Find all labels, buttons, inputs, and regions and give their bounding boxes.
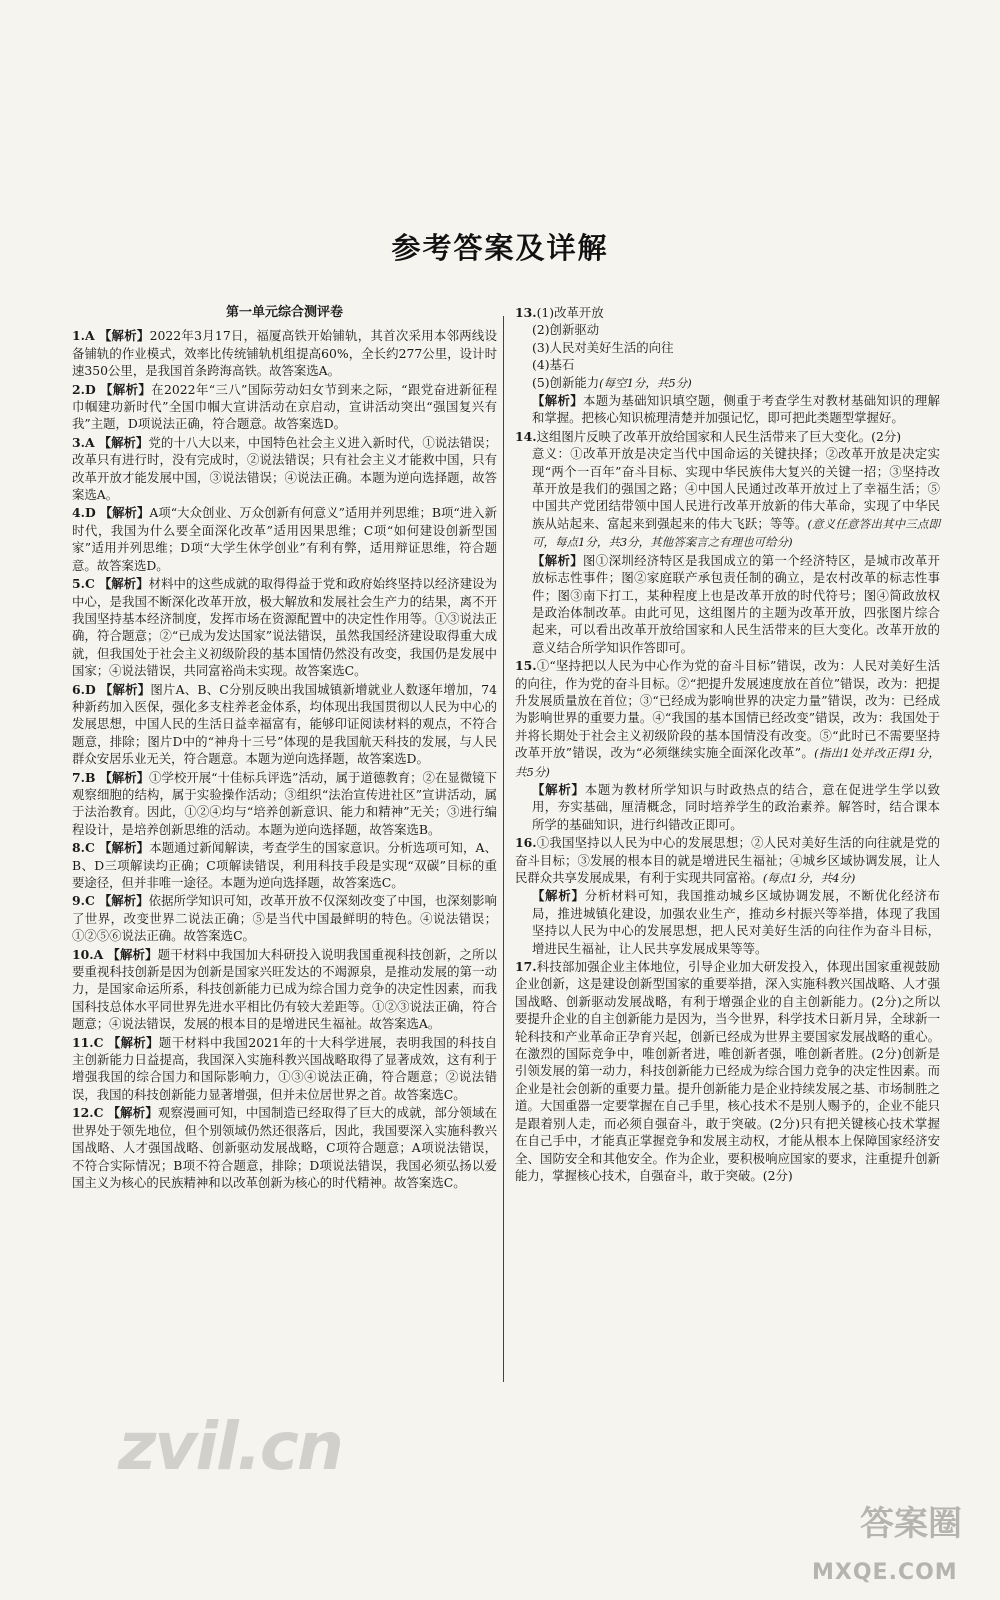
- analysis-text: 党的十八大以来，中国特色社会主义进入新时代，①说法错误；改革只有进行时，没有完成时，②说法错误；只有社会主义才能救中国，只有改革开放才能发展中国，③说法错误；④说法正确。本题为逆向选择题，故答案选A。: [72, 434, 498, 503]
- analysis-tag: 【解析】: [107, 946, 158, 962]
- question-number: 6.: [72, 681, 85, 697]
- analysis-text: 题干材料中我国加大科研投入说明我国重视科技创新，之所以要重视科技创新是因为创新是国家兴旺发达的不竭源泉，是推动发展的第一动力，是国家命运所系，科技创新能力已成为综合国力竞争的决定性因素，而我国科技总体水平同世界先进水平相比仍有较大差距等。①②③说法正确，符合题意；④说法错误，发展的根本目的是增进民生福祉。故答案选A。: [72, 946, 498, 1032]
- answer-letter: C: [84, 840, 95, 856]
- answer-item: [72, 769, 497, 839]
- answer-item: [72, 1034, 497, 1104]
- question-number: 10.: [72, 946, 94, 962]
- answer-letter: C: [84, 893, 95, 909]
- analysis-text: 在2022年“三八”国际劳动妇女节到来之际，“跟党奋进新征程 巾帼建功新时代”全国巾帼大宣讲活动在京启动，宣讲活动突出“强国复兴有我”主题，D项说法正确，符合题意。故答案选D。: [72, 381, 498, 432]
- section-title: 第一单元综合测评卷: [225, 305, 343, 320]
- answer-item: [72, 434, 497, 504]
- answer-item: [72, 839, 497, 891]
- analysis-text: 依据所学知识可知，改革开放不仅深刻改变了中国，也深刻影响了世界，改变世界二说法正确；⑤是当代中国最鲜明的特色。④说法错误；①②⑤⑥说法正确。故答案选C。: [72, 893, 498, 944]
- answer-item: [72, 575, 497, 679]
- analysis-text: 图片A、B、C分别反映出我国城镇新增就业人数逐年增加，74种新药加入医保，强化多支柱养老金体系，均体现出我国贯彻以人民为中心的发展思想，中国人民的生活日益幸福富有，能够印证阅读材料的观点，不符合题意，排除；图片D中的“神舟十三号”体现的是我国航天科技的发展，与人民群众安居乐业无关，符合题意。本题为逆向选择题，故答案选D。: [72, 681, 497, 767]
- answer-letter: D: [84, 681, 96, 697]
- watermark-zvil: zvil.cn: [118, 1408, 342, 1485]
- answer-item: [72, 946, 497, 1033]
- answer-letter: A: [84, 434, 95, 450]
- answer-item: [72, 504, 497, 574]
- analysis-text: 题干材料中我国2021年的十大科学进展，表明我国的科技自主创新能力日益提高，我国深入实施科教兴国战略取得了显著成效，这有利于增强我国的综合国力和国际影响力，①③④说法正确，符合题意；②说法错误，我国的科技创新能力显著增强，但并未位居世界之首。故答案选C。: [72, 1034, 497, 1102]
- question-number: 4.: [72, 505, 85, 521]
- column-divider: [503, 316, 504, 1382]
- question-number: 7.: [72, 769, 85, 785]
- answer-item-16: 16.①我国坚持以人民为中心的发展思想；②人民对美好生活的向往就是党的奋斗目标；③发展的根本目的就是增进民生福祉；④城乡区域协调发展，让人民群众共享发展成果，有利于实现共同富裕。(每点1分，共4分) 【解析】分析材料可知，我国推动城乡区域协调发展，不断优化经济布局，推进城镇化建设，加强农业生产，推动乡村振兴等举措，体现了我国坚持以人民为中心的发展思想，把人民对美好生活的向往作为奋斗目标，增进民生福祉，让人民共享发展成果等等。: [515, 835, 941, 956]
- analysis-text: 观察漫画可知，中国制造已经取得了巨大的成就，部分领域在世界处于领先地位，但个别领域仍然还很落后，因此，我国要深入实施科教兴国战略、人才强国战略、创新驱动发展战略，C项符合题意；A项说法错误，不符合实际情况；B项不符合题意，排除；D项说法错误，我国必须弘扬以爱国主义为核心的民族精神和以改革创新为核心的时代精神。故答案选C。: [72, 1105, 498, 1190]
- analysis-tag: 【解析】: [107, 1034, 159, 1050]
- answer-letter: C: [93, 1034, 104, 1050]
- analysis-tag: 【解析】: [99, 681, 151, 697]
- analysis-tag: 【解析】: [98, 434, 149, 450]
- answer-letter: A: [93, 946, 104, 962]
- analysis-tag: 【解析】: [98, 840, 150, 856]
- answer-list-left: [72, 327, 497, 1191]
- right-column: [515, 304, 940, 1185]
- answer-item: [72, 892, 497, 944]
- answer-item: [72, 327, 497, 379]
- question-number: 9.: [72, 893, 85, 909]
- answer-item: [72, 381, 497, 433]
- watermark-brand: 答案圈: [860, 1504, 962, 1544]
- question-number: 1.: [72, 328, 85, 344]
- analysis-tag: 【解析】: [98, 576, 149, 592]
- question-number: 11.: [72, 1034, 94, 1050]
- answer-item-15: 15.①“坚持把以人民为中心作为党的奋斗目标”错误，改为：人民对美好生活的向往，作为党的奋斗目标。②“把提升发展速度放在首位”错误，改为：把提升发展质量放在首位；③“已经成为影响世界的决定力量”错误，改为：已经成为影响世界的重要力量。④“我国的基本国情已经改变”错误，改为：我国处于并将长期处于社会主义初级阶段的基本国情没有改变。⑤“此时已不需要坚持改革开放”错误，改为“必须继续实施全面深化改革”。(指出1处并改正得1分，共5分) 【解析】本题为教材所学知识与时政热点的结合，意在促进学生学以致用，夯实基础，厘清概念，同时培养学生的政治素养。解答时，结合课本所学的基础知识，进行纠错改正即可。: [515, 658, 941, 832]
- page-title: 参考答案及详解: [391, 231, 609, 265]
- analysis-text: A项“大众创业、万众创新有何意义”适用并列思维；B项“进入新时代，我国为什么要全面深化改革”适用因果思维；C项“如何建设创新型国家”适用并列思维；D项“大学生休学创业”有利有弊，适用辩证思维，符合题意。故答案选D。: [72, 505, 497, 573]
- analysis-text: 材料中的这些成就的取得得益于党和政府始终坚持以经济建设为中心，是我国不断深化改革开放，极大解放和发展社会生产力的结果，离不开我国坚持基本经济制度，发挥市场在资源配置中的决定性作用等。①③说法正确，符合题意；②“已成为发达国家”说法错误，虽然我国经济建设取得重大成就，但我国处于社会主义初级阶段的基本国情仍然没有改变，我国仍是发展中国家；④说法错误，共同富裕尚未实现。故答案选C。: [72, 576, 498, 679]
- question-number: 5.: [72, 576, 85, 592]
- analysis-text: ①学校开展“十佳标兵评选”活动，属于道德教育；②在显微镜下观察细胞的结构，属于实验操作活动；③组织“法治宣传进社区”宣讲活动，属于法治教育。因此，①②④均与“培养创新意识、能力和精神”无关；③进行编程设计，是培养创新思维的活动。本题为逆向选择题，故答案选B。: [72, 769, 498, 837]
- answer-letter: D: [84, 381, 96, 397]
- analysis-text: 2022年3月17日，福厦高铁开始铺轨，其首次采用本邻两线设备铺轨的作业模式，效率比传统铺轨机组提高60%，全长约277公里，设计时速350公里，是我国首条跨海高铁。故答案选A。: [72, 328, 497, 379]
- watermark-site: MXQE.COM: [812, 1560, 958, 1585]
- analysis-tag: 【解析】: [99, 381, 152, 397]
- question-number: 2.: [72, 381, 85, 397]
- question-number: 12.: [72, 1105, 94, 1121]
- answer-letter: D: [84, 505, 96, 521]
- analysis-tag: 【解析】: [98, 328, 150, 344]
- answer-letter: C: [93, 1105, 104, 1121]
- left-column: [72, 304, 497, 1192]
- answer-item: [72, 1104, 497, 1191]
- answer-item-13: 13.(1)改革开放 (2)创新驱动 (3)人民对美好生活的向往 (4)基石 (5)创新能力(每空1分，共5分) 【解析】本题为基础知识填空题，侧重于考查学生对教材基础知识的理解和掌握。把核心知识梳理清楚并加强记忆，即可把此类题型掌握好。: [515, 305, 941, 426]
- answer-letter: C: [84, 576, 95, 592]
- answer-item-14: 14.这组图片反映了改革开放给国家和人民生活带来了巨大变化。(2分) 意义：①改革开放是决定当代中国命运的关键抉择；②改革开放是决定实现“两个一百年”奋斗目标、实现中华民族伟大复兴的关键一招；③坚持改革开放是我们的强国之路；④中国人民通过改革开放过上了幸福生活；⑤中国共产党团结带领中国人民进行改革开放新的伟大革命，实现了中华民族从站起来、富起来到强起来的伟大飞跃；等等。(意义任意答出其中三点即可，每点1分，共3分，其他答案言之有理也可给分) 【解析】图①深圳经济特区是我国成立的第一个经济特区，是城市改革开放标志性事件；图②家庭联产承包责任制的确立，是农村改革的标志性事件；图③南下打工，某种程度上也是改革开放的时代符号；图④简政放权是政治体制改革。由此可见，这组图片的主题为改革开放，四张图片综合起来，可以看出改革开放给国家和人民生活带来的巨大变化。改革开放的意义结合所学知识作答即可。: [515, 428, 941, 655]
- analysis-tag: 【解析】: [98, 893, 149, 909]
- analysis-tag: 【解析】: [99, 769, 150, 785]
- answer-letter: A: [84, 328, 95, 344]
- analysis-tag: 【解析】: [107, 1105, 158, 1121]
- answer-item: [72, 681, 497, 768]
- analysis-text: 本题通过新闻解读，考查学生的国家意识。分析选项可知，A、B、D三项解读均正确；C项解读错误，利用科技手段是实现“双碳”目标的重要途径，但并非唯一途径。本题为逆向选择题，故答案选C。: [72, 840, 498, 890]
- answer-letter: B: [84, 769, 96, 785]
- question-number: 8.: [72, 840, 85, 856]
- answer-item-17: 17.科技部加强企业主体地位，引导企业加大研发投入，体现出国家重视鼓励企业创新，这是建设创新型国家的重要举措，深入实施科教兴国战略、人才强国战略、创新驱动发展战略，有利于增强企业的自主创新能力。(2分)之所以要提升企业的自主创新能力是因为，当今世界，科学技术日新月异，全球新一轮科技和产业革命正孕育兴起，创新已经成为世界主要国家发展战略的重心。在激烈的国际竞争中，唯创新者进，唯创新者强，唯创新者胜。(2分)创新是引领发展的第一动力，科技创新能力已经成为综合国力竞争的决定性因素。而企业是社会创新的重要力量。提升创新能力是企业持续发展之基、市场制胜之道。大国重器一定要掌握在自己手里，核心技术不是别人赐予的，企业不能只是跟着别人走，而必须自强奋斗，敢于突破。(2分)只有把关键核心技术掌握在自己手中，才能真正掌握竞争和发展主动权，才能从根本上保障国家经济安全、国防安全和其他安全。作为企业，要积极响应国家的要求，注重提升创新能力，掌握核心技术，自强奋斗，敢于突破。(2分): [515, 959, 940, 1183]
- question-number: 3.: [72, 434, 85, 450]
- analysis-tag: 【解析】: [99, 505, 150, 521]
